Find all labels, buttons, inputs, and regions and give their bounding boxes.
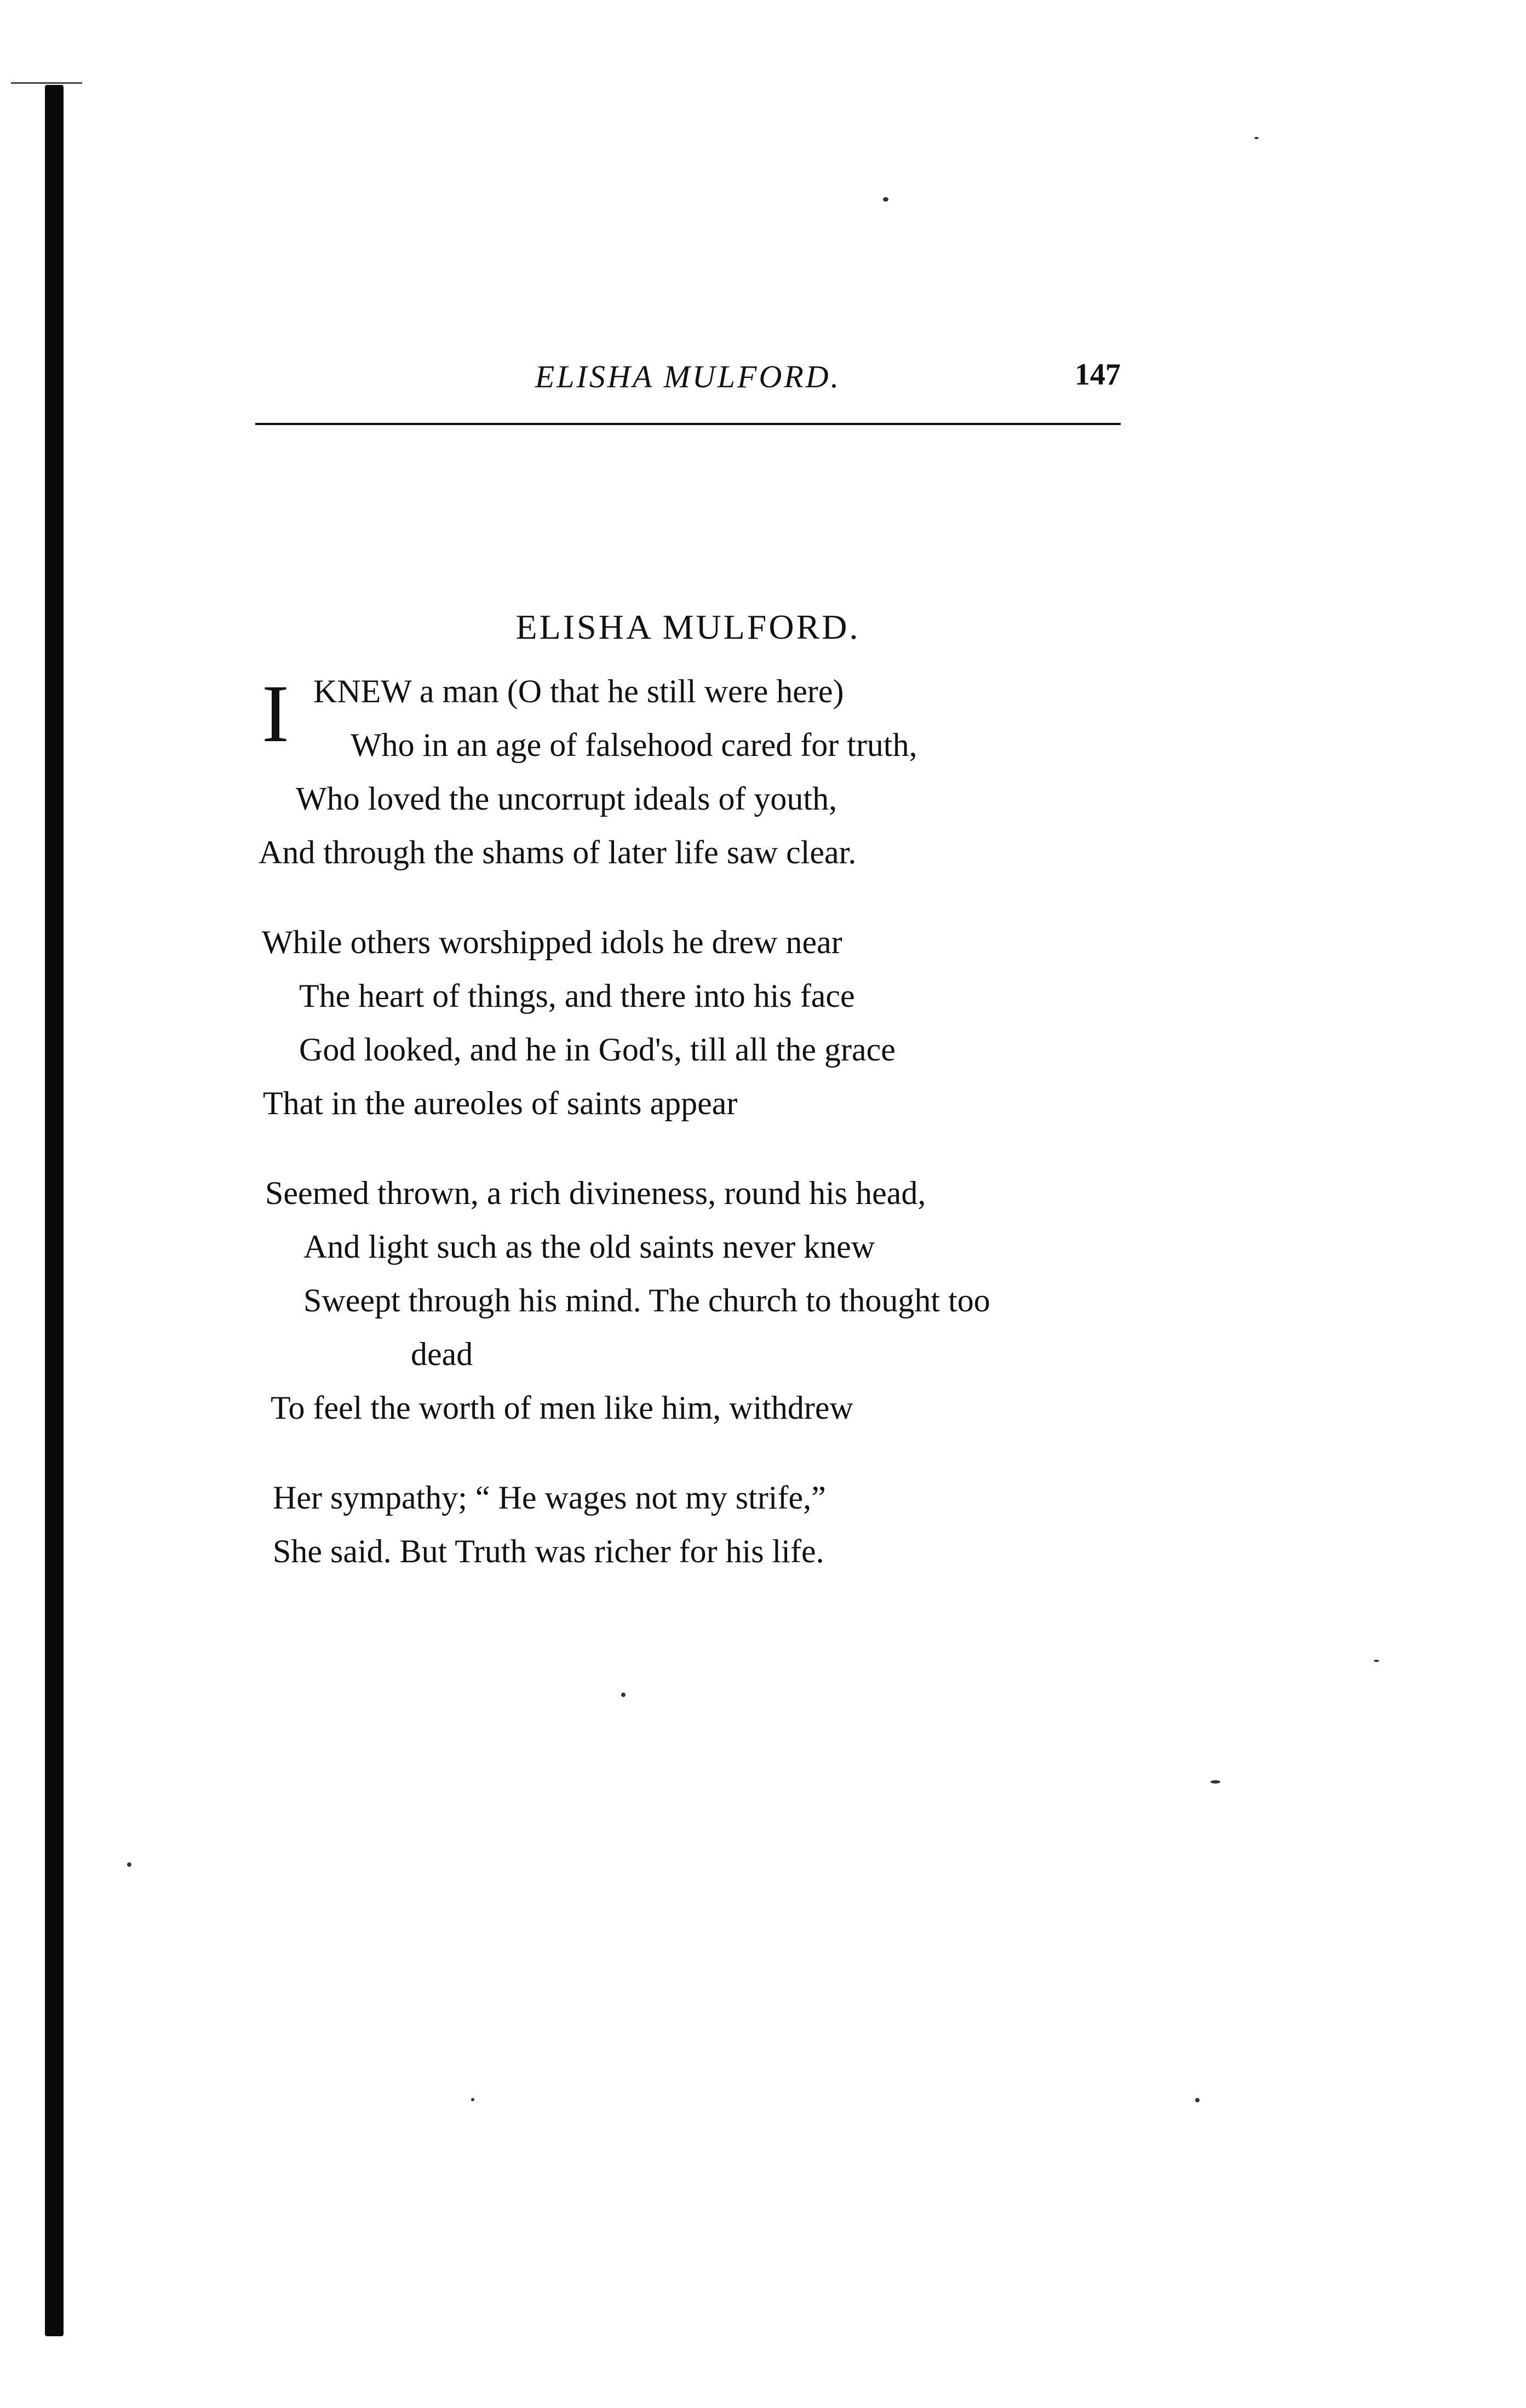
poem-title: ELISHA MULFORD. <box>515 607 860 646</box>
poem-line: Who loved the uncorrupt ideals of youth, <box>296 781 837 817</box>
binding-edge <box>45 85 64 2336</box>
poem-line: That in the aureoles of saints appear <box>263 1085 738 1121</box>
poem-line: KNEW a man (O that he still were here) <box>313 673 844 709</box>
scan-speck <box>621 1693 626 1697</box>
poem-line: Sweept through his mind. The church to thought too <box>303 1282 990 1318</box>
poem-line: To feel the worth of men like him, withdrew <box>271 1390 853 1426</box>
drop-cap: I <box>262 668 289 759</box>
poem-line: God looked, and he in God's, till all the grace <box>299 1031 896 1068</box>
poem-line: Seemed thrown, a rich divineness, round his head, <box>265 1175 926 1211</box>
scan-speck <box>883 197 888 202</box>
scan-speck <box>1211 1780 1220 1784</box>
scan-speck <box>471 2098 474 2101</box>
scan-speck <box>127 1862 131 1867</box>
poem-line: Her sympathy; “ He wages not my strife,” <box>273 1480 826 1516</box>
poem-line: While others worshipped idols he drew near <box>262 924 842 960</box>
poem-line: The heart of things, and there into his face <box>299 978 855 1014</box>
binding-edge-mark <box>11 82 82 84</box>
scan-speck <box>1254 137 1259 139</box>
header-rule <box>255 423 1121 425</box>
poem-line: dead <box>411 1336 473 1372</box>
running-head <box>255 355 1121 404</box>
poem-line: Who in an age of falsehood cared for truth, <box>351 727 917 763</box>
poem-line: And through the shams of later life saw clear. <box>259 834 857 870</box>
poem-line: She said. But Truth was richer for his life. <box>273 1533 824 1569</box>
poem-line: And light such as the old saints never knew <box>303 1229 875 1265</box>
scan-speck <box>1374 1660 1379 1662</box>
scan-speck <box>1195 2098 1200 2102</box>
running-title: ELISHA MULFORD. <box>535 359 841 394</box>
page-number: 147 <box>1075 358 1121 392</box>
